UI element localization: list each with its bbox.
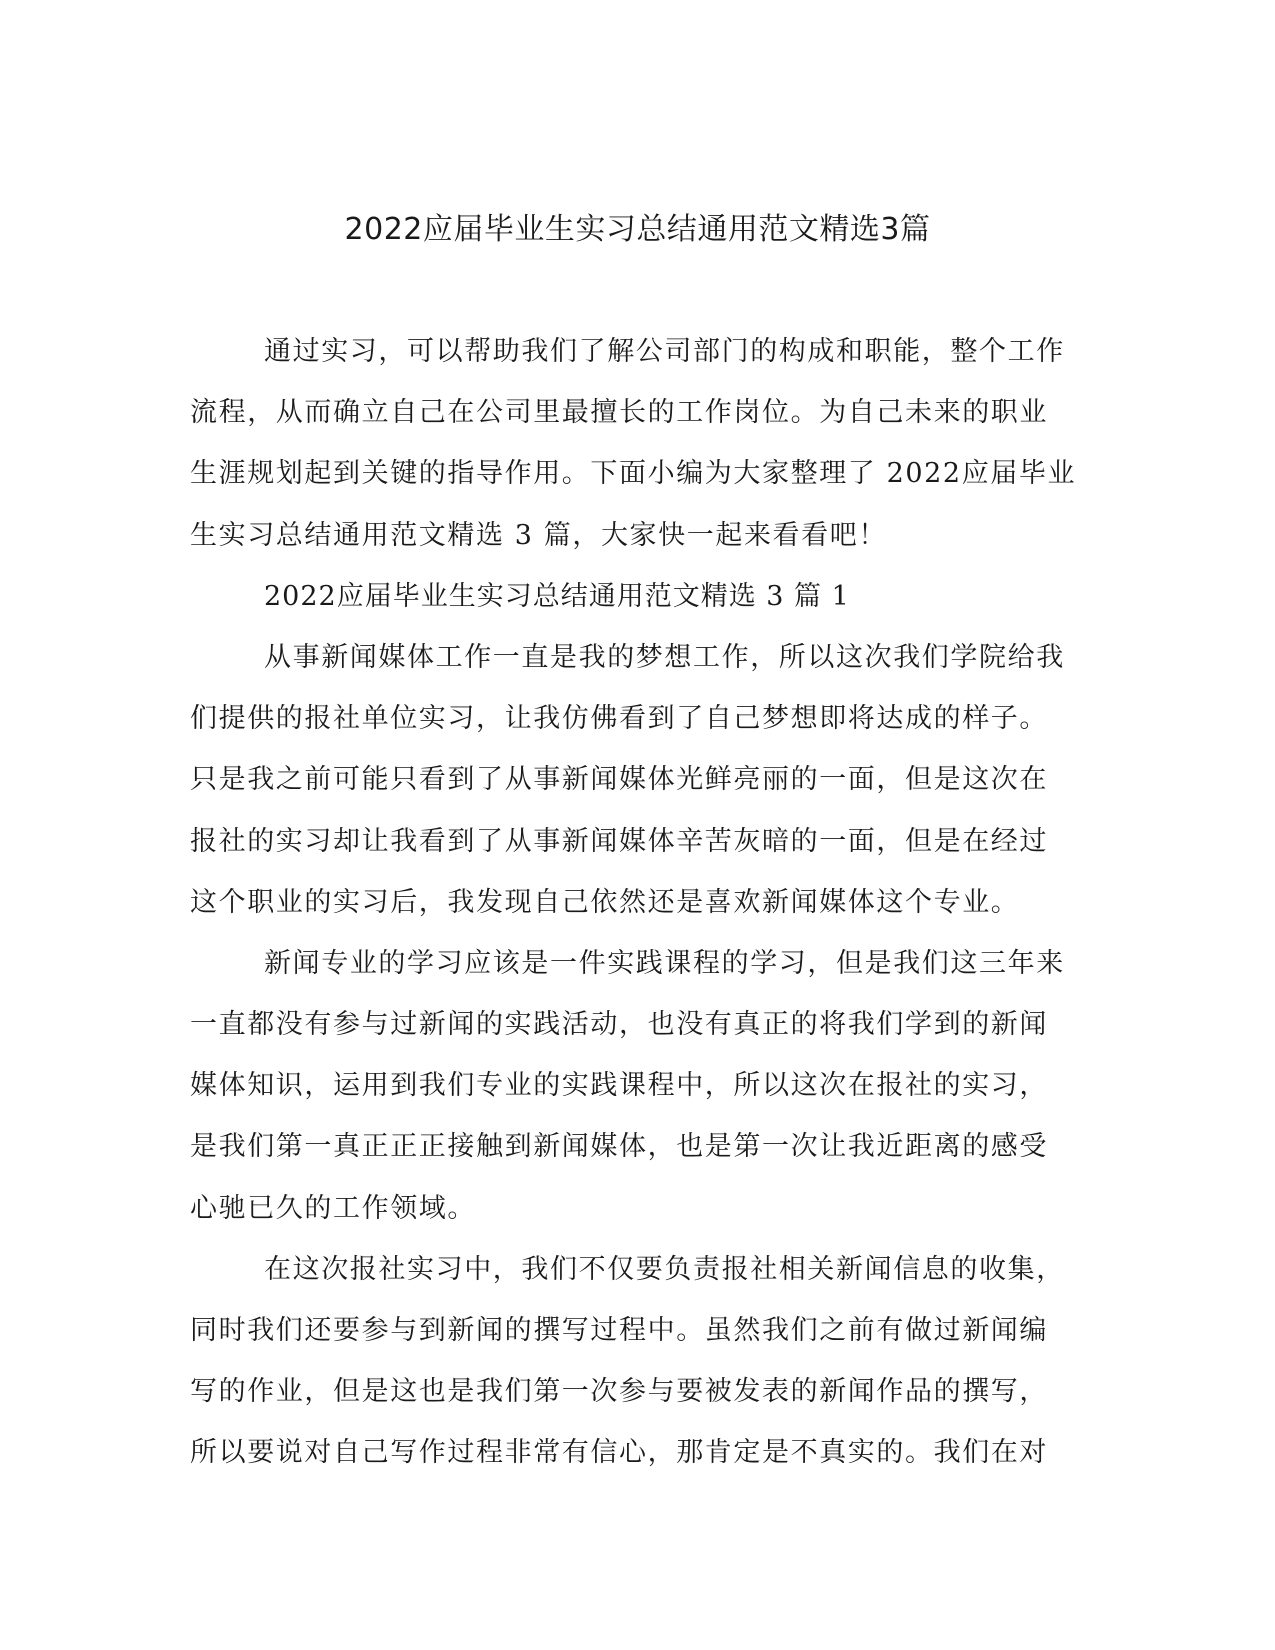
paragraph-line: 从事新闻媒体工作一直是我的梦想工作，所以这次我们学院给我 <box>264 641 1065 673</box>
paragraph-line: 生实习总结通用范文精选 3 篇，大家快一起来看看吧！ <box>190 519 887 551</box>
paragraph-line: 通过实习，可以帮助我们了解公司部门的构成和职能，整个工作 <box>264 336 1065 367</box>
paragraph-line: 写的作业，但是这也是我们第一次参与要被发表的新闻作品的撰写， <box>190 1376 1048 1408</box>
paragraph-line: 在这次报社实习中，我们不仅要负责报社相关新闻信息的收集， <box>264 1253 1065 1285</box>
paragraph-line: 是我们第一真正正正接触到新闻媒体，也是第一次让我近距离的感受 <box>190 1131 1048 1163</box>
paragraph-line: 这个职业的实习后，我发现自己依然还是喜欢新闻媒体这个专业。 <box>190 886 1020 918</box>
paragraph-line: 流程，从而确立自己在公司里最擅长的工作岗位。为自己未来的职业 <box>190 397 1048 429</box>
paragraph-line: 所以要说对自己写作过程非常有信心，那肯定是不真实的。我们在对 <box>190 1437 1048 1469</box>
section-heading: 2022应届毕业生实习总结通用范文精选 3 篇 1 <box>264 580 850 612</box>
document-body <box>190 330 1080 1493</box>
paragraph-line: 心驰已久的工作领域。 <box>190 1192 476 1224</box>
paragraph-line: 只是我之前可能只看到了从事新闻媒体光鲜亮丽的一面，但是这次在 <box>190 764 1048 796</box>
paragraph-line: 媒体知识，运用到我们专业的实践课程中，所以这次在报社的实习， <box>190 1070 1048 1102</box>
paragraph-line: 生涯规划起到关键的指导作用。下面小编为大家整理了 2022应届毕业 <box>190 458 1077 490</box>
document-title: 2022应届毕业生实习总结通用范文精选3篇 <box>344 212 931 247</box>
paragraph-line: 一直都没有参与过新闻的实践活动，也没有真正的将我们学到的新闻 <box>190 1009 1048 1041</box>
paragraph-line: 们提供的报社单位实习，让我仿佛看到了自己梦想即将达成的样子。 <box>190 703 1048 735</box>
paragraph-line: 同时我们还要参与到新闻的撰写过程中。虽然我们之前有做过新闻编 <box>190 1315 1048 1346</box>
paragraph-line: 新闻专业的学习应该是一件实践课程的学习，但是我们这三年来 <box>264 947 1065 979</box>
paragraph-line: 报社的实习却让我看到了从事新闻媒体辛苦灰暗的一面，但是在经过 <box>190 825 1048 857</box>
